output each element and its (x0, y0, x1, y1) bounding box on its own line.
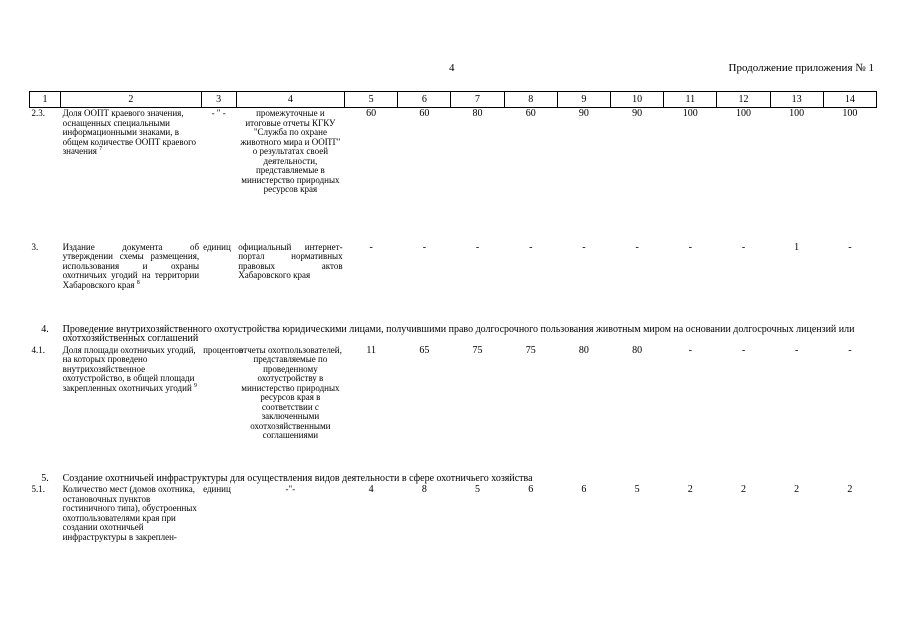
value-cell: - (635, 241, 639, 253)
value-cell: 5 (475, 484, 481, 495)
column-header: 9 (557, 92, 610, 108)
value-cell: 100 (789, 108, 805, 119)
value-cell: 60 (419, 108, 430, 119)
value-cell: 11 (366, 344, 376, 356)
value-cell: - (582, 241, 586, 253)
value-cell: - (688, 344, 692, 356)
value-cell: 5 (634, 484, 640, 495)
column-header: 1 (30, 92, 61, 108)
column-header: 11 (664, 92, 717, 108)
data-source: отчеты охотпользователей, представляемые по проведенному охотустройству в министерство природных ресурсов края в соответствии с заключенными охотхозяйственными соглашениями (238, 344, 342, 440)
column-header: 2 (61, 92, 201, 108)
value-cell: 2 (687, 484, 693, 495)
unit: - " - (211, 108, 226, 118)
value-cell: 100 (735, 108, 751, 119)
section-title: Создание охотничьей инфраструктуры для осуществления видов деятельности в сфере охотничьего хозяйства (62, 472, 533, 484)
column-number-row (30, 92, 877, 108)
footnote-ref: 7 (99, 146, 103, 152)
table-row (30, 108, 877, 242)
column-header: 13 (770, 92, 823, 108)
value-cell: 8 (421, 484, 427, 495)
value-cell: 100 (842, 108, 858, 119)
section-row (30, 473, 877, 485)
value-cell: 80 (472, 108, 483, 119)
value-cell: 2 (794, 484, 800, 495)
value-cell: 6 (528, 484, 534, 495)
section-title: Проведение внутрихозяйственного охотустройства юридическими лицами, получившими право долгосрочного пользования животным миром на основании долгосрочных лицензий или охотхозяйственных соглашений (62, 323, 855, 344)
unit: процентов (203, 344, 244, 355)
column-header: 3 (201, 92, 236, 108)
value-cell: - (741, 344, 746, 356)
value-cell: 4 (368, 484, 374, 495)
value-cell: 2 (740, 484, 746, 495)
value-cell: - (795, 344, 799, 356)
column-header: 10 (611, 92, 664, 108)
value-cell: 75 (525, 344, 536, 356)
value-cell: 2 (847, 484, 853, 495)
value-cell: 90 (632, 108, 643, 119)
row-number: 5.1. (31, 484, 45, 494)
data-source: промежуточные и итоговые отчеты КГКУ "Служба по охране животного мира и ООПТ" о результатах своей деятельности, представляемые в министерство природных ресурсов края (240, 108, 341, 194)
column-header: 6 (398, 92, 451, 108)
value-cell: 90 (578, 108, 589, 119)
value-cell: - (529, 241, 533, 253)
footnote-ref: 8 (136, 279, 140, 286)
column-header: 8 (504, 92, 557, 108)
value-cell: 6 (581, 484, 587, 495)
data-source: -"- (285, 484, 296, 494)
value-cell: 65 (419, 344, 430, 356)
row-number: 3. (31, 241, 39, 252)
table-row (30, 484, 877, 543)
value-cell: - (848, 344, 852, 356)
value-cell: 60 (366, 108, 377, 119)
column-header: 14 (823, 92, 876, 108)
section-number: 5. (41, 472, 49, 484)
indicator-name: Количество мест (домов охотника, остановочных пунктов гостиничного типа), обустроенных охотпользователями края при создании охотничьей инфраструктуры в закреплен- (62, 484, 197, 542)
value-cell: - (422, 241, 427, 253)
unit: единиц (203, 241, 231, 252)
row-number: 2.3. (31, 108, 45, 118)
indicator-name: Доля ООПТ краевого значения, оснащенных специальными информационными знаками, в общем количестве ООПТ краевого значения $^7$ (62, 108, 197, 156)
unit: единиц (203, 484, 231, 494)
value-cell: - (369, 241, 373, 253)
value-cell: - (741, 241, 746, 253)
value-cell: 80 (632, 344, 643, 356)
value-cell: 60 (525, 108, 536, 119)
footnote-ref: 9 (194, 382, 198, 389)
section-row (30, 324, 877, 345)
data-source: официальный интернет-портал нормативных правовых актов Хабаровского края (238, 241, 343, 280)
indicators-table (29, 91, 877, 543)
value-cell: - (688, 241, 692, 253)
value-cell: - (848, 241, 852, 253)
value-cell: 80 (578, 344, 589, 356)
value-cell: 1 (794, 241, 800, 253)
value-cell: 100 (682, 108, 698, 119)
column-header: 4 (236, 92, 344, 108)
column-header: 12 (717, 92, 770, 108)
indicator-name: Издание документа об утверждении схемы размещения, использования и охраны охотничьих угодий на территории Хабаровского края $^8$ (62, 241, 200, 290)
value-cell: - (475, 241, 480, 253)
appendix-note: Продолжение приложения № 1 (728, 62, 874, 74)
page-number: 4 (449, 62, 455, 74)
row-number: 4.1. (31, 344, 45, 355)
table-row (30, 242, 877, 324)
column-header: 5 (345, 92, 398, 108)
value-cell: 75 (472, 344, 483, 356)
section-number: 4. (41, 323, 49, 335)
indicator-name: Доля площади охотничьих угодий, на которых проведено внутрихозяйственное охотустройство, в общей площади закрепленных охотничьих угодий $^9$ (62, 344, 198, 393)
column-header: 7 (451, 92, 504, 108)
table-row (30, 345, 877, 473)
